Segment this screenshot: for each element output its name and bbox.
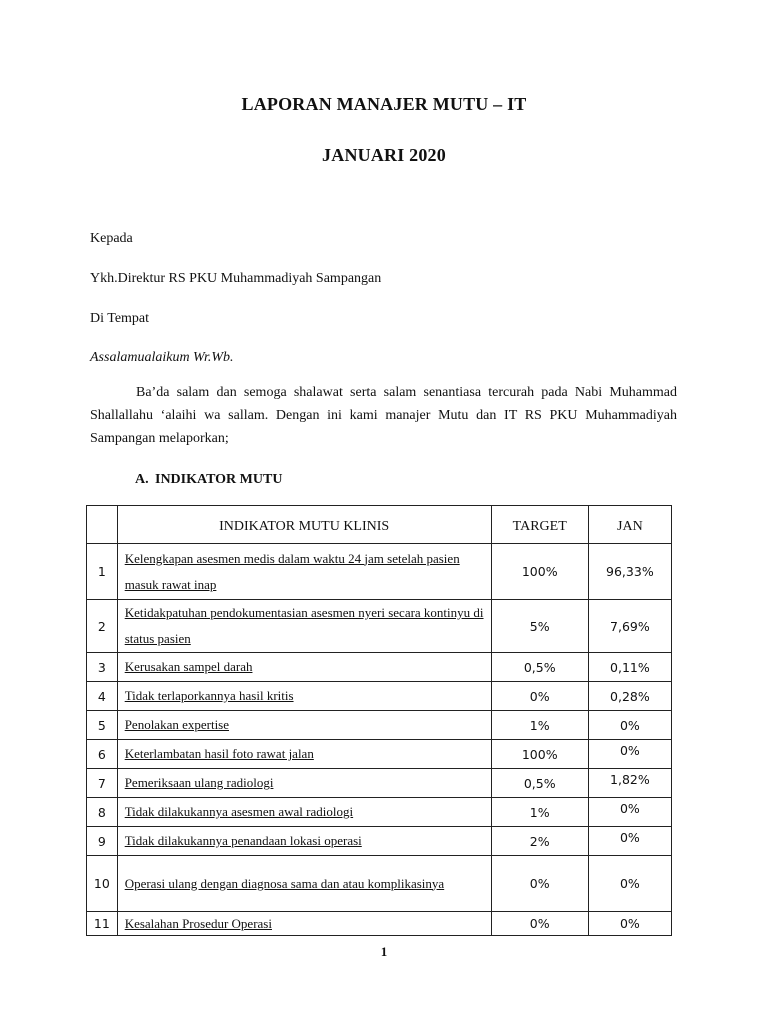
row-target: 1% — [491, 798, 588, 827]
row-indicator: Penolakan expertise — [124, 717, 230, 732]
row-target: 1% — [491, 711, 588, 740]
section-heading — [135, 472, 282, 488]
row-jan: 0% — [588, 740, 671, 769]
greeting: Assalamualaikum Wr.Wb. — [90, 350, 234, 365]
row-indicator: Kelengkapan asesmen medis dalam waktu 24 jam setelah pasien masuk rawat inap — [124, 550, 460, 592]
row-target: 0,5% — [491, 653, 588, 682]
table-row — [87, 798, 672, 827]
row-indicator: Tidak terlaporkannya hasil kritis — [124, 688, 294, 703]
row-target: 0% — [491, 856, 588, 912]
quality-indicator-table — [86, 505, 672, 936]
row-target: 5% — [491, 600, 588, 653]
row-indicator: Keterlambatan hasil foto rawat jalan — [124, 746, 314, 761]
row-target: 2% — [491, 827, 588, 856]
table-header-row — [87, 506, 672, 544]
table-row — [87, 856, 672, 912]
row-no: 7 — [87, 769, 118, 798]
row-indicator: Tidak dilakukannya asesmen awal radiologi — [124, 804, 354, 819]
address-recipient: Ykh.Direktur RS PKU Muhammadiyah Sampangan — [90, 271, 382, 286]
row-jan: 7,69% — [588, 600, 671, 653]
header-no — [87, 506, 118, 544]
row-jan: 0% — [588, 912, 671, 936]
section-title: INDIKATOR MUTU — [155, 472, 283, 487]
row-indicator: Pemeriksaan ulang radiologi — [124, 775, 274, 790]
row-indicator: Operasi ulang dengan diagnosa sama dan atau komplikasinya — [124, 875, 445, 891]
row-no: 3 — [87, 653, 118, 682]
row-no: 9 — [87, 827, 118, 856]
table-row — [87, 653, 672, 682]
table-row — [87, 711, 672, 740]
row-jan: 0,28% — [588, 682, 671, 711]
header-target: TARGET — [491, 506, 588, 544]
address-to: Kepada — [90, 231, 133, 246]
table-row — [87, 827, 672, 856]
header-jan: JAN — [588, 506, 671, 544]
table-row — [87, 912, 672, 936]
row-no: 11 — [87, 912, 118, 936]
row-target: 0,5% — [491, 769, 588, 798]
row-no: 8 — [87, 798, 118, 827]
section-letter: A. — [135, 472, 149, 487]
row-indicator: Ketidakpatuhan pendokumentasian asesmen nyeri secara kontinyu di status pasien — [124, 605, 484, 646]
row-indicator: Tidak dilakukannya penandaan lokasi operasi — [124, 833, 362, 848]
row-jan: 0,11% — [588, 653, 671, 682]
row-target: 0% — [491, 682, 588, 711]
row-no: 6 — [87, 740, 118, 769]
intro-paragraph — [90, 381, 677, 450]
page-number: 1 — [380, 944, 388, 959]
row-target: 100% — [491, 544, 588, 600]
row-jan: 0% — [588, 856, 671, 912]
row-jan: 0% — [588, 827, 671, 856]
row-target: 100% — [491, 740, 588, 769]
row-jan: 0% — [588, 798, 671, 827]
table-row — [87, 544, 672, 600]
row-no: 4 — [87, 682, 118, 711]
report-period: JANUARI 2020 — [322, 145, 446, 165]
table-row — [87, 740, 672, 769]
row-no: 5 — [87, 711, 118, 740]
intro-paragraph-text: Ba’da salam dan semoga shalawat serta salam senantiasa tercurah pada Nabi Muhammad Shallallahu ‘alaihi wa sallam. Dengan ini kami manajer Mutu dan IT RS PKU Muhammadiyah Sampangan melaporkan; — [90, 385, 677, 446]
row-no: 1 — [87, 544, 118, 600]
table-row — [87, 600, 672, 653]
row-target: 0% — [491, 912, 588, 936]
row-no: 2 — [87, 600, 118, 653]
row-indicator: Kesalahan Prosedur Operasi — [124, 915, 272, 931]
report-title: LAPORAN MANAJER MUTU – IT — [241, 94, 527, 114]
row-jan: 96,33% — [588, 544, 671, 600]
row-indicator: Kerusakan sampel darah — [124, 659, 253, 674]
row-jan: 1,82% — [588, 769, 671, 798]
table-row — [87, 682, 672, 711]
row-no: 10 — [87, 856, 118, 912]
row-jan: 0% — [588, 711, 671, 740]
header-indicator: INDIKATOR MUTU KLINIS — [117, 506, 491, 544]
table-row — [87, 769, 672, 798]
address-place: Di Tempat — [90, 311, 150, 326]
